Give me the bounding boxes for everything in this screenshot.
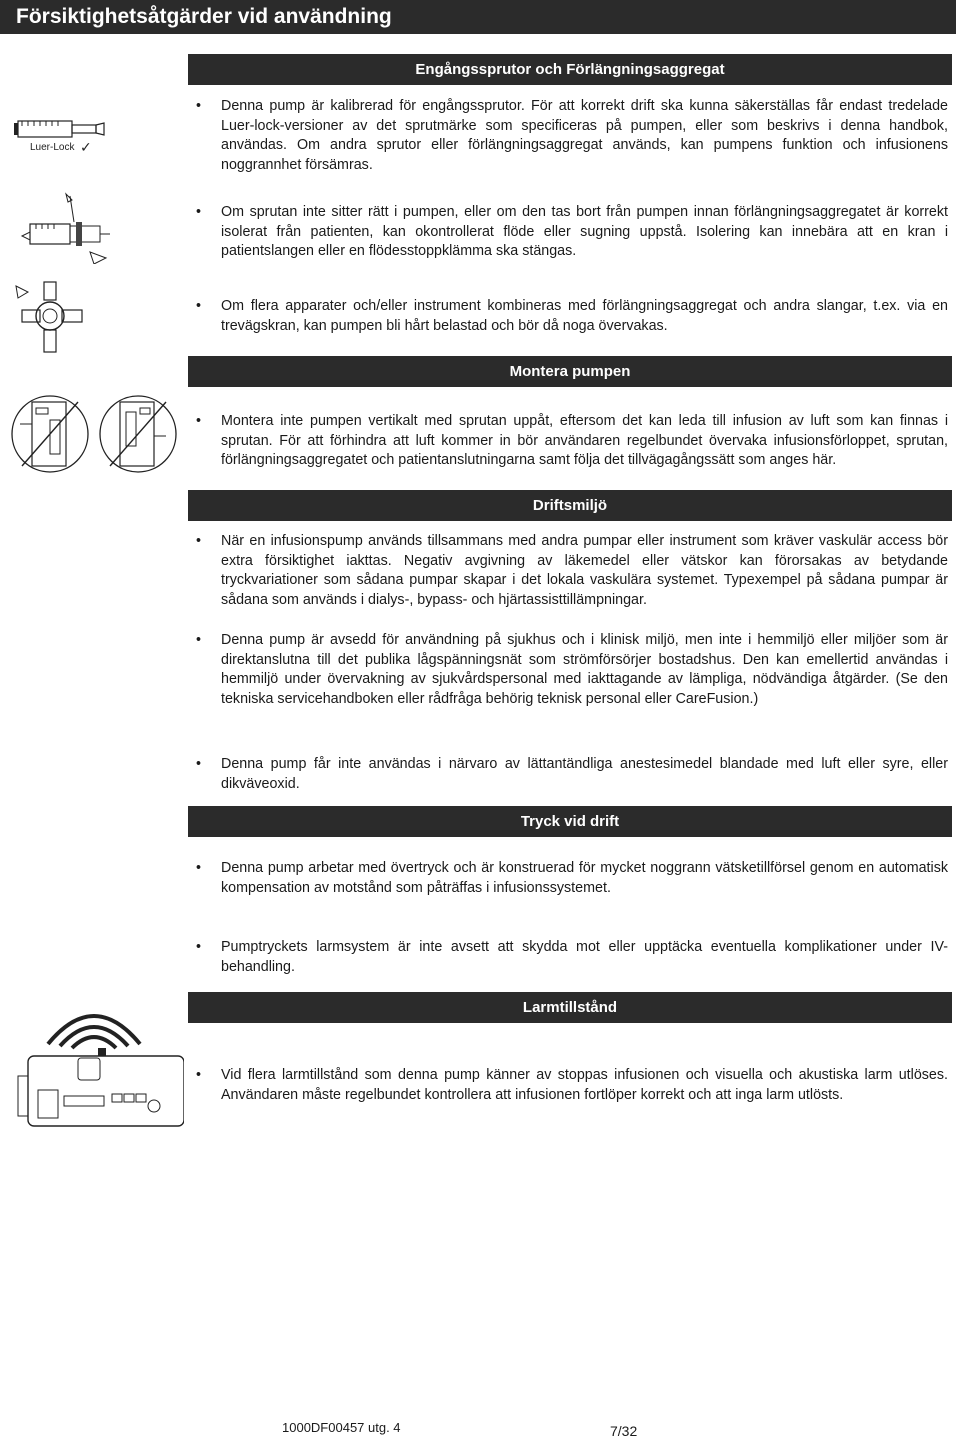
alarming-pump-figure xyxy=(8,996,184,1134)
section-heading-pressure: Tryck vid drift xyxy=(188,806,952,837)
page-title: Försiktighetsåtgärder vid användning xyxy=(0,0,956,34)
vertical-mounting-prohibited-figure xyxy=(6,392,186,476)
section-heading-mounting: Montera pumpen xyxy=(188,356,952,387)
document-code: 1000DF00457 utg. 4 xyxy=(282,1420,401,1435)
luer-lock-label: Luer-Lock xyxy=(30,142,75,153)
list-item: • Denna pump är kalibrerad för engångssprutor. För att korrekt drift ska kunna säkerställas får endast tredelade Luer-lock-versioner av det sprutmärke som specificeras på pumpen, eller som beskrivs i denna handbok, användas. Om andra sprutor eller förlängningsaggregat används, kan pumpens funktion och infusionens noggrannhet försämras. xyxy=(196,98,948,173)
list-item: • Denna pump är avsedd för användning på sjukhus och i klinisk miljö, men inte i hemmiljö eller miljöer som är direktanslutna till det publika lågspänningsnät som strömförsörjer bostadshus. Den kan emellertid användas i hemmiljö under övervakning av sjukvårdspersonal med iakttagande av lämpliga, nödvändiga åtgärder. (Se den tekniska servicehandboken eller rådfråga behörig teknisk personal eller CareFusion.) xyxy=(196,632,948,707)
page-number: 7/32 xyxy=(610,1423,638,1439)
list-item: • Montera inte pumpen vertikalt med sprutan uppåt, eftersom det kan leda till infusion av luft som kan finnas i sprutan. För att förhindra att luft kommer in bör användaren regelbundet övervaka infusionsförloppet, sprutan, förlängningsaggregatet och patientanslutningarna samt följa det tillvägagångssätt som anges här. xyxy=(196,413,948,469)
list-item: • När en infusionspump används tillsammans med andra pumpar eller instrument som kräver vaskulär access bör extra försiktighet iakttas. Negativ avgivning av läkemedel eller vätskor kan förorsakas av betydande tryckvariationer som sådana pumpar skapar i det lokala vaskulära systemet. Typexempel på sådana pumpar är sådana som används i dialys-, bypass- och hjärtassisttillämpningar. xyxy=(196,533,948,608)
list-item: • Om sprutan inte sitter rätt i pumpen, eller om den tas bort från pumpen innan förlängningsaggregatet är korrekt isolerat från patienten, kan okontrollerat flöde eller sugning uppstå. Isolering kan innebära att en kran i patientslangen eller en flödesstoppklämma ska stängas. xyxy=(196,204,948,260)
list-item: • Denna pump får inte användas i närvaro av lättantändliga anestesimedel blandade med luft eller syre, eller dikväveoxid. xyxy=(196,756,948,792)
check-icon: ✓ xyxy=(80,140,92,156)
section-heading-alarms: Larmtillstånd xyxy=(188,992,952,1023)
list-item: • Vid flera larmtillstånd som denna pump känner av stoppas infusionen och visuella och akustiska larm utlöses. Användaren måste regelbundet kontrollera att infusionen fortlöper korrekt och att inga larm utlösts. xyxy=(196,1067,948,1103)
list-item: • Om flera apparater och/eller instrument kombineras med förlängningsaggregat och andra slangar, t.ex. via en trevägskran, kan pumpen bli hårt belastad och bör då noga övervakas. xyxy=(196,298,948,334)
syringe-clamp-figure xyxy=(14,192,114,264)
list-item: • Denna pump arbetar med övertryck och är konstruerad för mycket noggrann vätsketillförsel genom en automatisk kompensation av motstånd som påträffas i infusionssystemet. xyxy=(196,860,948,896)
section-heading-environment: Driftsmiljö xyxy=(188,490,952,521)
three-way-tap-figure xyxy=(14,280,86,354)
section-heading-syringes: Engångssprutor och Förlängningsaggregat xyxy=(188,54,952,85)
list-item: • Pumptryckets larmsystem är inte avsett att skydda mot eller upptäcka eventuella komplikationer under IV-behandling. xyxy=(196,939,948,975)
syringe-luer-lock-figure xyxy=(10,112,120,162)
